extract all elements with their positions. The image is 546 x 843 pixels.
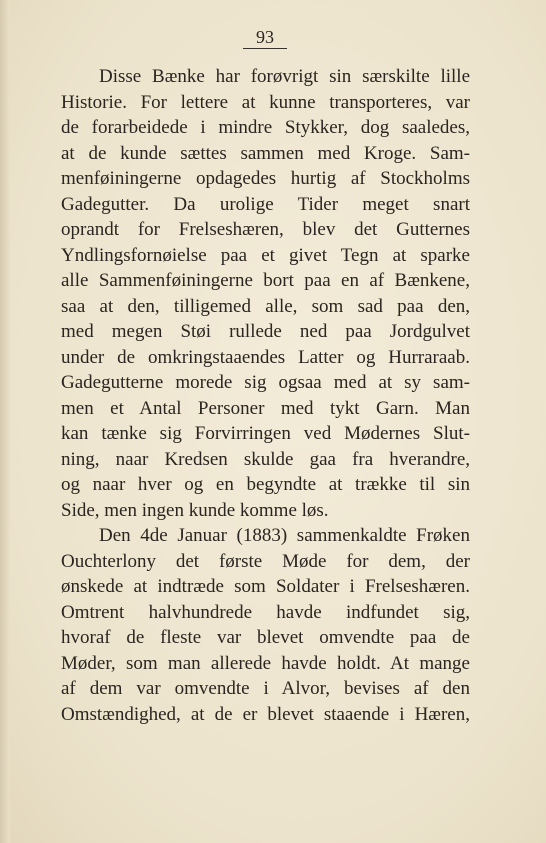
text-line: saa at den, tilligemed alle, som sad paa den, — [61, 295, 470, 317]
text-line: menføiningerne opdagedes hurtig af Stockholms — [61, 168, 470, 189]
page-number-rule — [243, 48, 287, 49]
text-line: og naar hver og en begyndte at trække til sin — [61, 474, 470, 495]
text-line: Disse Bænke har forøvrigt sin særskilte lille — [99, 66, 470, 87]
page-binding-edge — [0, 0, 10, 843]
text-line: ønskede at indtræde som Soldater i Frelseshæren. — [61, 576, 470, 597]
text-line: Gadegutter. Da urolige Tider meget snart — [61, 193, 470, 215]
text-line: Den 4de Januar (1883) sammenkaldte Frøken — [99, 525, 470, 546]
text-line: Ouchterlony det første Møde for dem, der — [61, 550, 470, 572]
text-line: ning, naar Kredsen skulde gaa fra hverandre, — [61, 448, 470, 470]
text-line: Gadegutterne morede sig ogsaa med at sy sam- — [61, 372, 470, 393]
text-line: Møder, som man allerede havde holdt. At mange — [61, 652, 470, 674]
text-line: at de kunde sættes sammen med Kroge. Sam- — [61, 142, 470, 164]
text-line: kan tænke sig Forvirringen ved Mødernes Slut- — [61, 423, 470, 444]
text-line: Yndlingsfornøielse paa et givet Tegn at sparke — [61, 244, 470, 266]
text-line: med megen Støi rullede ned paa Jordgulvet — [61, 321, 470, 342]
text-line: de forarbeidede i mindre Stykker, dog saaledes, — [61, 117, 470, 138]
text-line: hvoraf de fleste var blevet omvendte paa de — [61, 627, 470, 648]
text-line: oprandt for Frelseshæren, blev det Gutternes — [61, 219, 470, 240]
page-number: 93 — [256, 27, 274, 47]
text-line: under de omkringstaaendes Latter og Hurraraab. — [61, 346, 470, 368]
text-line: Omtrent halvhundrede havde indfundet sig, — [61, 601, 470, 623]
text-line: Omstændighed, at de er blevet staaende i Hæren, — [61, 703, 470, 725]
text-line: alle Sammenføiningerne bort paa en af Bænkene, — [61, 270, 470, 291]
text-line: af dem var omvendte i Alvor, bevises af den — [61, 678, 470, 699]
body-text — [61, 64, 470, 727]
text-line: Side, men ingen kunde komme løs. — [61, 499, 329, 521]
text-line: men et Antal Personer med tykt Garn. Man — [61, 397, 470, 419]
text-line: Historie. For lettere at kunne transporteres, var — [61, 91, 470, 113]
